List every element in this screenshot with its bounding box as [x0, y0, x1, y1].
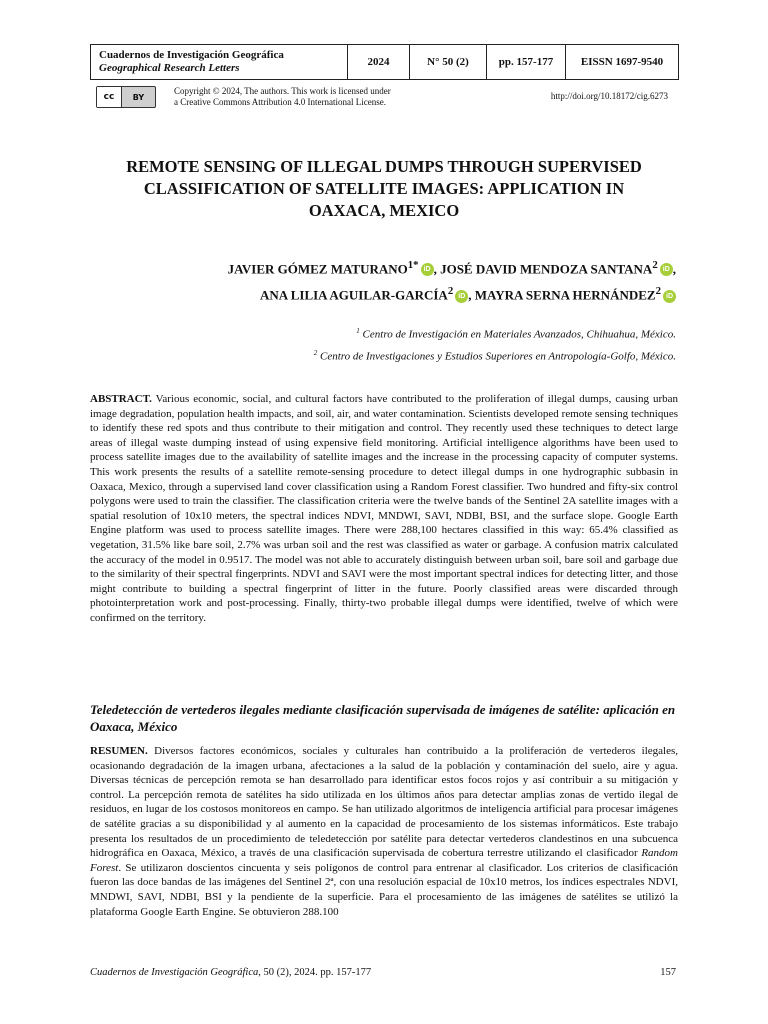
author-separator: , — [672, 261, 676, 277]
paper-title — [90, 156, 678, 222]
author-name: JAVIER GÓMEZ MATURANO — [227, 261, 408, 277]
author-separator: , — [433, 261, 441, 277]
pages-cell: pp. 157-177 — [486, 45, 565, 79]
license-block — [96, 86, 444, 108]
footer-citation-text: , 50 (2), 2024. pp. 157-177 — [258, 967, 372, 978]
author-name: JOSÉ DAVID MENDOZA SANTANA — [440, 261, 653, 277]
title-line-3: OAXACA, MEXICO — [308, 201, 460, 220]
affiliation-2 — [314, 349, 676, 363]
author-name: MAYRA SERNA HERNÁNDEZ — [474, 287, 656, 303]
affiliation-number: 1 — [356, 327, 360, 335]
footer-journal: Cuadernos de Investigación Geográfica — [90, 967, 259, 978]
author-affil-sup: 2 — [652, 259, 658, 271]
resumen-paragraph — [90, 744, 678, 919]
resumen-italic-term: Random Forest — [90, 847, 678, 874]
author-line-1 — [228, 254, 676, 280]
issue-number-cell: N° 50 (2) — [409, 45, 486, 79]
author-affil-sup: 1* — [407, 259, 419, 271]
abstract-label: ABSTRACT. — [90, 393, 152, 405]
author-affil-sup: 2 — [447, 285, 454, 298]
doi-link[interactable]: http://doi.org/10.18172/cig.6273 — [550, 91, 668, 101]
orcid-icon[interactable]: iD — [421, 263, 434, 276]
issn-cell: EISSN 1697-9540 — [565, 45, 678, 79]
resumen-text-cont: . Se utilizaron doscientos cincuenta y seis polígonos de control para entrenar al clasificador. Los criterios de clasificación fueron las doce bandas de las imágenes del Sentinel 2ª, con una resolución espacial de 10x10 metros, los índices espectrales NDVI, MNDWI, SAVI, NDBI, BSI y la pendiente de la superficie. Para el procesamiento de las imágenes de satélites se utilizó la plataforma Google Earth Engine. Se obtuvieron 288.100 — [90, 861, 678, 918]
license-text — [174, 86, 444, 107]
resumen-text: Diversos factores económicos, sociales y culturales han contribuido a la proliferación de vertederos ilegales, ocasionando degradación de la imagen urbana, afectaciones a la salud de la población y contaminación del suelo, aire y agua. Diversas técnicas de percepción remota se han desarrollado para identificar estos focos rojos y así contribuir a su mitigación y control. La percepción remota de satélites ha sido utilizada en los últimos años para detectar amplias zonas de vertido ilegal de residuos, en lugar de los costosos monitoreos en campo. Se han utilizado algoritmos de inteligencia artificial para procesar imágenes de satélite gracias a su disponibilidad y al aumento en la capacidad de procesamiento de los sistemas informáticos. Este trabajo presenta los resultados de un procedimiento de teledetección por satélite para detectar vertederos clandestinos en una subcuenca hidrográfica en Oaxaca, México, a través de una clasificación supervisada de cobertura terrestre utilizando el clasificador — [90, 745, 678, 860]
author-list — [228, 254, 676, 307]
journal-name-en: Geographical Research Letters — [99, 62, 240, 74]
orcid-icon[interactable]: iD — [455, 290, 468, 303]
author-affil-sup: 2 — [655, 285, 661, 298]
journal-name-es: Cuadernos de Investigación Geográfica — [99, 49, 284, 61]
abstract-paragraph — [90, 392, 678, 626]
journal-name-cell — [91, 45, 347, 79]
title-line-1: REMOTE SENSING OF ILLEGAL DUMPS THROUGH SUPERVISED — [126, 157, 642, 176]
license-line-1: Copyright © 2024, The authors. This work is licensed under — [174, 86, 391, 96]
author-separator: , — [468, 287, 475, 303]
title-line-2: CLASSIFICATION OF SATELLITE IMAGES: APPLICATION IN — [143, 179, 625, 198]
year-cell: 2024 — [347, 45, 409, 79]
cc-icon: cc — [97, 87, 122, 107]
affiliation-number: 2 — [313, 349, 318, 357]
page-number: 157 — [660, 967, 676, 978]
orcid-icon[interactable]: iD — [663, 290, 676, 303]
author-line-2 — [228, 280, 676, 306]
cc-by-badge-icon[interactable] — [96, 86, 156, 108]
author-name: ANA LILIA AGUILAR-GARCÍA — [260, 287, 448, 303]
abstract-text: Various economic, social, and cultural factors have contributed to the proliferation of illegal dumps, causing urban image degradation, population health impacts, and soil, air, and water contamination. Scientists developed remote sensing techniques to identify these red spots and thus contribute to their mitigation and control. They recently used these techniques to detect large areas of illegal waste dumping instead of using expensive field monitoring. Artificial intelligence algorithms have been used to process satellite images due to the availability of satellite images and the increase in the processing capacity of computer systems. This work presents the results of a satellite remote-sensing procedure to detect illegal dumps in one hydrographic subbasin in Oaxaca, Mexico, through a supervised land cover classification using a Random Forest classifier. Two hundred and fifty-six control polygons were used to train the classifier. The classification criteria were the twelve bands of the Sentinel 2A satellite images with a spatial resolution of 10x10 meters, the spectral indices NDVI, MNDWI, SAVI, NDBI, BSI, and the surface slope. Google Earth Engine platform was used to process satellite images. There were 288,100 hectares classified in this way: 65.4% classified as vegetation, 31.5% like bare soil, 2.7% was urban soil and the rest was classified as water or garbage. A confusion matrix calculated the accuracy of the model in 0.9517. The model was not able to accurately distinguish between urban soil, bare soil and garbage due to the similarity of their spectral fingerprints. NDVI and SAVI were the most important spectral indices for detecting litter, and those might contribute to building a spectral fingerprint of litter in the future. Poorly classified areas were discarded through photointerpretation work and post-processing. Finally, thirty-two probable illegal dumps were identified, twelve of which were confirmed on the territory. — [90, 393, 678, 624]
footer-citation — [90, 967, 371, 978]
spanish-title: Teledetección de vertederos ilegales mediante clasificación supervisada de imágenes de satélite: aplicación en Oaxaca, México — [90, 702, 676, 734]
resumen-label: RESUMEN. — [90, 745, 148, 757]
by-icon: BY — [132, 92, 145, 102]
affiliation-text: Centro de Investigaciones y Estudios Superiores en Antropología-Golfo, México. — [317, 350, 676, 363]
license-line-2: a Creative Commons Attribution 4.0 International License. — [174, 96, 386, 107]
affiliation-1 — [356, 327, 676, 341]
affiliation-text: Centro de Investigación en Materiales Avanzados, Chihuahua, México. — [359, 328, 676, 341]
orcid-icon[interactable]: iD — [660, 263, 673, 276]
journal-header-table — [90, 44, 679, 80]
